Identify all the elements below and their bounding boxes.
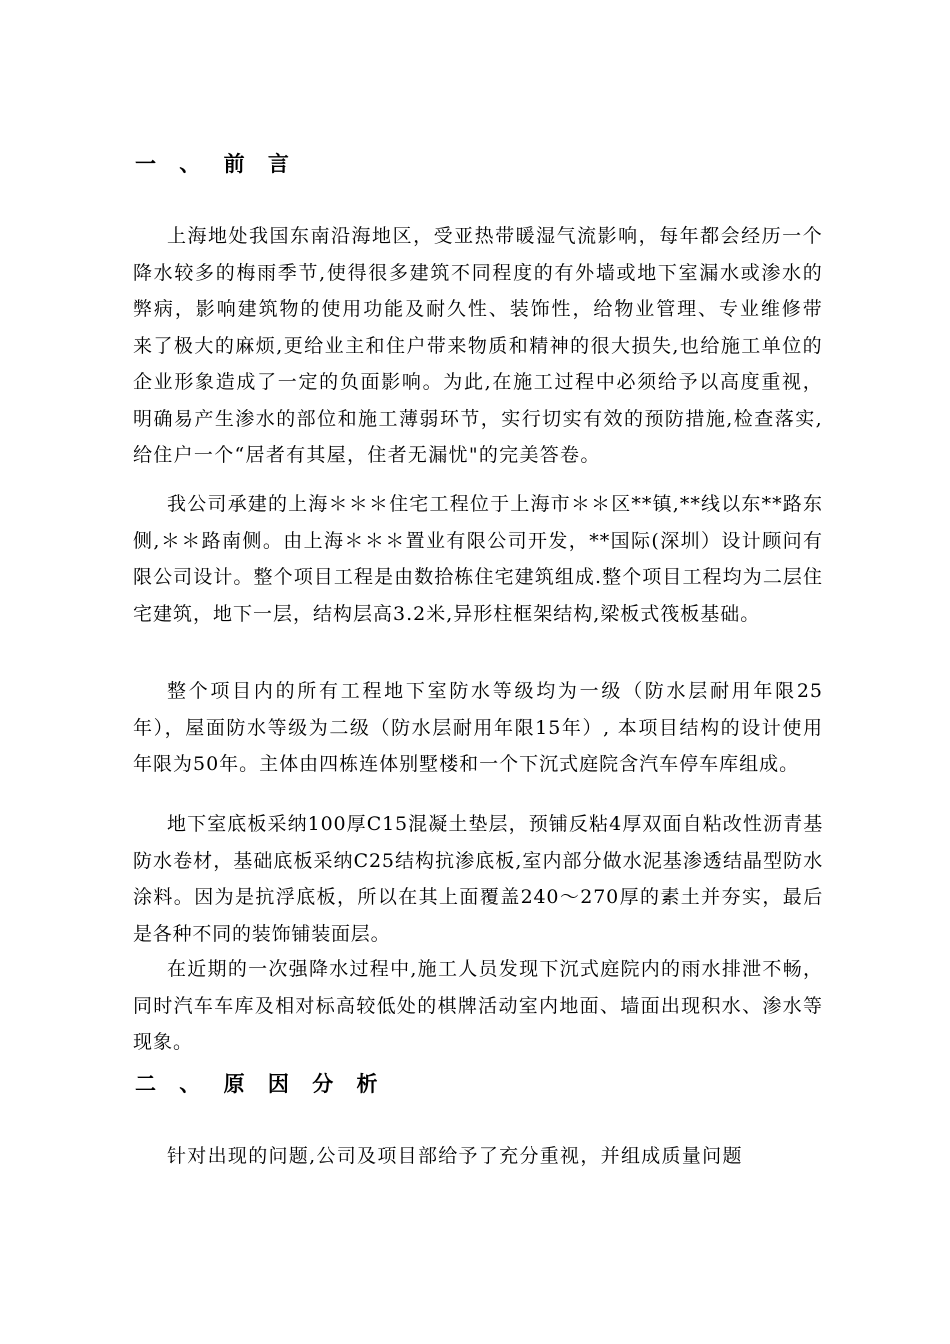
paragraph-leak-incident: 在近期的一次强降水过程中,施工人员发现下沉式庭院内的雨水排泄不畅，同时汽车车库及相对标高较低处的棋牌活动室内地面、墙面出现积水、渗水等现象。: [133, 958, 823, 1053]
paragraph-waterproof-grade: 整个项目内的所有工程地下室防水等级均为一级（防水层耐用年限25年），屋面防水等级为二级（防水层耐用年限15年）, 本项目结构的设计使用年限为50年。主体由四栋连体别墅楼和一个下沉式庭院含汽车停车库组成。: [133, 680, 823, 775]
section-heading-preface: 一 、 前 言: [135, 152, 297, 176]
paragraph-response: 针对出现的问题,公司及项目部给予了充分重视，并组成质量问题: [167, 1145, 743, 1167]
section-heading-cause-analysis: 二 、 原 因 分 析: [135, 1072, 386, 1096]
paragraph-project-overview: 我公司承建的上海＊＊＊住宅工程位于上海市＊＊区**镇,**线以东**路东侧,＊＊路南侧。由上海＊＊＊置业有限公司开发，**国际(深圳）设计顾问有限公司设计。整个项目工程是由数拾栋住宅建筑组成.整个项目工程均为二层住宅建筑，地下一层，结构层高3.2米,异形柱框架结构,梁板式筏板基础。: [133, 493, 823, 625]
paragraph-basement-structure: 地下室底板采纳100厚C15混凝土垫层，预铺反粘4厚双面自粘改性沥青基防水卷材，基础底板采纳C25结构抗渗底板,室内部分做水泥基渗透结晶型防水涂料。因为是抗浮底板，所以在其上面覆盖240～270厚的素土并夯实，最后是各种不同的装饰铺装面层。: [133, 813, 823, 945]
paragraph-background: 上海地处我国东南沿海地区，受亚热带暖湿气流影响，每年都会经历一个降水较多的梅雨季节,使得很多建筑不同程度的有外墙或地下室漏水或渗水的弊病，影响建筑物的使用功能及耐久性、装饰性，给物业管理、专业维修带来了极大的麻烦,更给业主和住户带来物质和精神的很大损失,也给施工单位的企业形象造成了一定的负面影响。为此,在施工过程中必须给予以高度重视，明确易产生渗水的部位和施工薄弱环节，实行切实有效的预防措施,检查落实,给住户一个“居者有其屋，住者无漏忧"的完美答卷。: [133, 225, 823, 466]
